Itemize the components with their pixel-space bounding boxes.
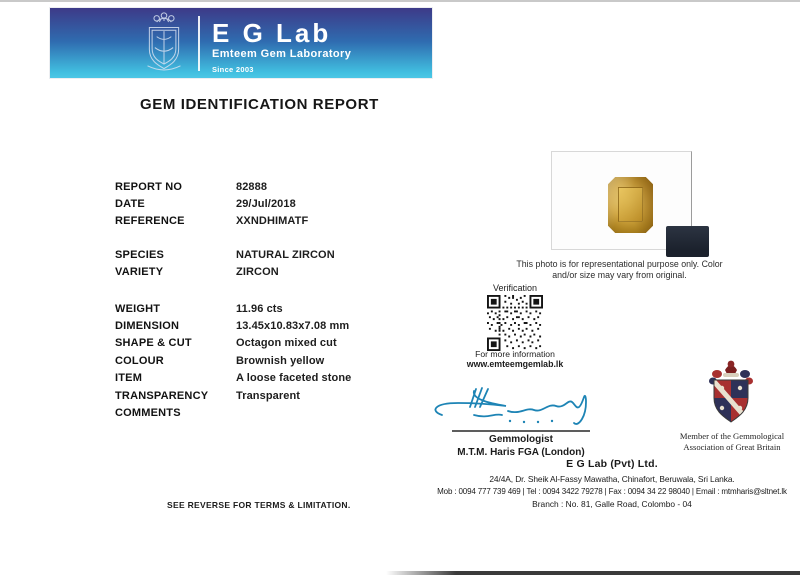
footer: [424, 458, 800, 509]
field-label: VARIETY: [115, 266, 164, 279]
signatory-role: Gemmologist: [489, 434, 553, 445]
membership-line2: Association of Great Britain: [683, 442, 781, 452]
table-row: [115, 352, 435, 369]
gem-photo: [551, 151, 692, 250]
signature-ink: [428, 385, 606, 432]
report-fields-group-3: [115, 300, 435, 422]
membership-line1: Member of the Gemmological: [679, 431, 785, 441]
verification-url: www.emteemgemlab.lk: [466, 359, 564, 369]
field-label: DIMENSION: [115, 320, 180, 333]
gem-stone-image: [608, 177, 653, 233]
terms-footnote: SEE REVERSE FOR TERMS & LIMITATION.: [167, 500, 351, 510]
table-row: [115, 335, 435, 352]
company-address: 24/4A, Dr. Sheik Al-Fassy Mawatha, Chinafort, Beruwala, Sri Lanka.: [489, 474, 735, 484]
field-label: WEIGHT: [115, 302, 161, 315]
table-row: [115, 404, 435, 421]
gagb-crest-icon: [703, 358, 759, 428]
report-fields-group-2: [115, 246, 435, 281]
field-label: SHAPE & CUT: [115, 337, 192, 350]
company-contacts: Mob : 0094 777 739 469 | Tel : 0094 3422 79278 | Fax : 0094 34 22 98040 | Email : mtmharis@sltnet.lk: [437, 487, 787, 496]
scan-top-edge: [0, 0, 800, 2]
company-branch: Branch : No. 81, Galle Road, Colombo - 04: [532, 499, 692, 509]
table-row: [115, 178, 435, 195]
banner-divider: [198, 16, 200, 71]
photo-caption: This photo is for representational purpose only. Color and/or size may vary from original.: [516, 259, 723, 280]
field-value: Octagon mixed cut: [236, 337, 337, 350]
field-value: XXNDHIMATF: [236, 215, 309, 228]
color-reference-block: [666, 226, 709, 257]
field-label: ITEM: [115, 372, 143, 385]
field-label: COMMENTS: [115, 407, 181, 420]
signatory-name: M.T.M. Haris FGA (London): [457, 447, 585, 458]
report-fields-group-1: [115, 178, 435, 230]
brand-block: [212, 19, 427, 74]
table-row: [115, 387, 435, 404]
membership-text: [670, 431, 794, 453]
verification-info: For more information: [475, 349, 555, 359]
table-row: [115, 317, 435, 334]
page-title: GEM IDENTIFICATION REPORT: [140, 96, 379, 113]
field-value: ZIRCON: [236, 266, 279, 279]
eglab-crest-icon: [134, 11, 194, 75]
field-label: TRANSPARENCY: [115, 389, 209, 402]
field-value: 29/Jul/2018: [236, 198, 296, 211]
table-row: [115, 300, 435, 317]
field-value: NATURAL ZIRCON: [236, 248, 335, 261]
brand-since: Since 2003: [212, 65, 254, 74]
brand-title: E G Lab: [212, 18, 332, 48]
table-row: [115, 213, 435, 230]
field-label: REPORT NO: [115, 180, 183, 193]
verification-label: Verification: [492, 283, 538, 293]
field-value: A loose faceted stone: [236, 372, 352, 385]
field-label: COLOUR: [115, 354, 164, 367]
signature-line: [452, 430, 590, 432]
field-label: SPECIES: [115, 248, 165, 261]
field-label: REFERENCE: [115, 215, 185, 228]
field-value: 11.96 cts: [236, 302, 283, 315]
field-value: 13.45x10.83x7.08 mm: [236, 320, 350, 333]
company-name: E G Lab (Pvt) Ltd.: [566, 458, 658, 470]
table-row: [115, 263, 435, 280]
field-value: Brownish yellow: [236, 354, 325, 367]
field-label: DATE: [115, 198, 145, 211]
scan-bottom-edge: [386, 571, 800, 575]
qr-code-icon: [487, 295, 543, 351]
header-banner: [50, 8, 432, 78]
field-value: 82888: [236, 180, 268, 193]
table-row: [115, 195, 435, 212]
table-row: [115, 246, 435, 263]
table-row: [115, 370, 435, 387]
field-value: Transparent: [236, 389, 301, 402]
brand-subtitle: Emteem Gem Laboratory: [212, 48, 352, 60]
